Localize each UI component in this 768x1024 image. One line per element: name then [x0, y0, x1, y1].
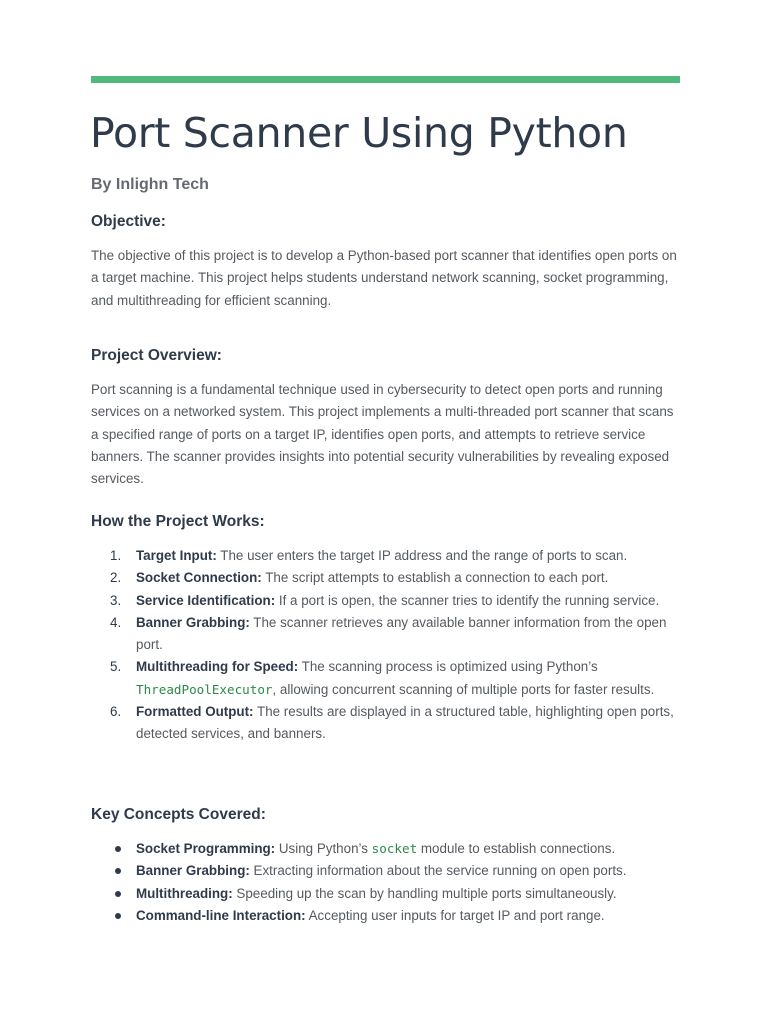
list-item-text: The script attempts to establish a connection to each port. [261, 570, 609, 586]
list-item-lead: Command-line Interaction: [136, 907, 306, 923]
list-item [91, 860, 680, 882]
header-accent-rule [91, 76, 680, 83]
list-item-lead: Banner Grabbing: [136, 863, 250, 879]
list-item-text-after: , allowing concurrent scanning of multiple ports for faster results. [272, 681, 655, 697]
list-item-text: Extracting information about the service running on open ports. [249, 863, 627, 879]
list-number: 2. [110, 570, 122, 586]
list-number: 4. [110, 614, 122, 630]
objective-heading: Objective: [91, 213, 166, 230]
overview-paragraph: Port scanning is a fundamental technique used in cybersecurity to detect open ports and running services on a networked system. This project implements a multi-threaded port scanner that scans a specified range of ports on a target IP, identifies open ports, and attempts to retrieve service banners. The scanner provides insights into potential security vulnerabilities by revealing exposed services. [91, 382, 674, 487]
list-item-text: The scanner retrieves any available banner information from the open port. [136, 614, 667, 653]
inline-code-threadpoolexecutor: ThreadPoolExecutor [136, 681, 273, 697]
overview-heading: Project Overview: [91, 347, 222, 364]
list-item-text: The scanning process is optimized using Python’s [298, 659, 598, 675]
list-item [91, 567, 680, 589]
list-item [91, 905, 680, 927]
list-item-lead: Socket Connection: [136, 570, 262, 586]
list-item-lead: Multithreading for Speed: [136, 659, 299, 675]
list-item-text: Accepting user inputs for target IP and port range. [305, 907, 605, 923]
list-item [91, 612, 680, 657]
list-item-lead: Banner Grabbing: [136, 614, 250, 630]
list-item [91, 656, 680, 701]
list-item [91, 838, 680, 860]
bullet-dot [115, 868, 121, 874]
list-item [91, 883, 680, 905]
list-number: 6. [110, 704, 122, 720]
how-it-works-list [91, 545, 680, 746]
list-item-lead: Target Input: [136, 548, 217, 563]
key-concepts-heading: Key Concepts Covered: [91, 806, 266, 823]
list-item-text: The user enters the target IP address and the range of ports to scan. [216, 548, 628, 563]
list-item [91, 590, 680, 612]
list-item-text: If a port is open, the scanner tries to identify the running service. [275, 592, 660, 608]
bullet-dot [115, 913, 121, 919]
document-author: By Inlighn Tech [91, 176, 209, 193]
inline-code-socket: socket [371, 841, 418, 856]
list-item-text-after: module to establish connections. [417, 841, 616, 856]
list-item-lead: Formatted Output: [136, 704, 254, 720]
document-title: Port Scanner Using Python [90, 109, 628, 157]
how-it-works-heading: How the Project Works: [91, 513, 265, 530]
list-number: 5. [110, 659, 122, 675]
list-item [91, 545, 680, 567]
bullet-dot [115, 891, 121, 897]
key-concepts-list [91, 838, 680, 927]
objective-paragraph: The objective of this project is to develop a Python-based port scanner that identifies open ports on a target machine. This project helps students understand network scanning, socket programming, and multithreading for efficient scanning. [91, 248, 677, 308]
bullet-dot [115, 846, 121, 852]
list-item-text: Using Python’s [275, 841, 372, 856]
list-number: 1. [110, 548, 122, 563]
list-number: 3. [110, 592, 122, 608]
list-item-lead: Socket Programming: [136, 841, 276, 856]
list-item [91, 701, 680, 746]
list-item-lead: Multithreading: [136, 885, 233, 901]
list-item-text: The results are displayed in a structured table, highlighting open ports, detected services, and banners. [136, 704, 674, 742]
list-item-lead: Service Identification: [136, 592, 276, 608]
list-item-text: Speeding up the scan by handling multiple ports simultaneously. [232, 885, 617, 901]
